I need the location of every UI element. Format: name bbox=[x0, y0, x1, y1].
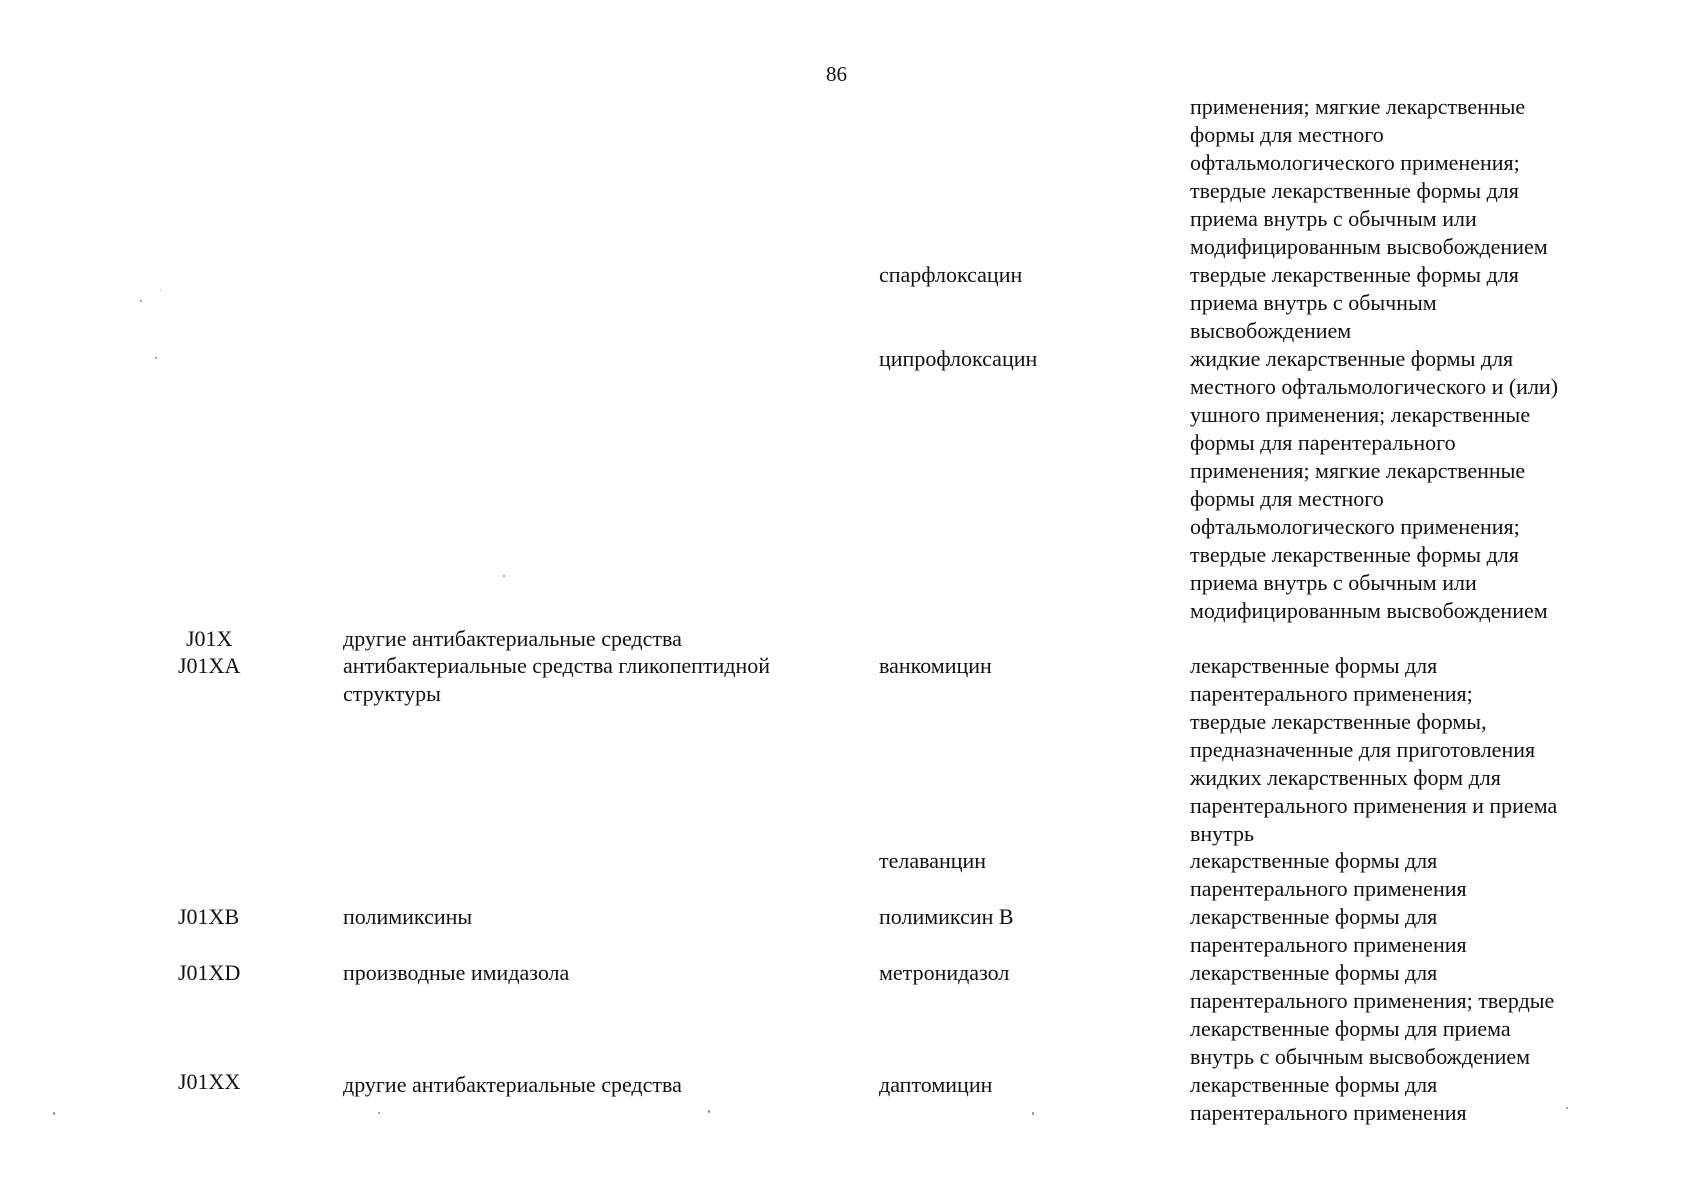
scan-speck bbox=[1566, 1107, 1568, 1109]
form-text-line: твердые лекарственные формы для bbox=[1190, 178, 1519, 203]
scan-speck bbox=[378, 1112, 380, 1114]
atc-code: J01XA bbox=[178, 653, 241, 678]
form-text-line: парентерального применения bbox=[1190, 1100, 1467, 1125]
form-text-line: применения; мягкие лекарственные bbox=[1190, 94, 1526, 119]
group-description: антибактериальные средства гликопептидной bbox=[343, 653, 771, 678]
form-text-line: твердые лекарственные формы для bbox=[1190, 542, 1519, 567]
atc-code: J01X bbox=[186, 626, 233, 651]
drug-name: телаванцин bbox=[879, 848, 987, 873]
form-text-line: парентерального применения bbox=[1190, 932, 1467, 957]
form-text-line: приема внутрь с обычным bbox=[1190, 290, 1437, 315]
atc-code: J01XD bbox=[178, 960, 241, 985]
scan-speck bbox=[155, 357, 157, 359]
form-text-line: формы для парентерального bbox=[1190, 430, 1456, 455]
scan-speck bbox=[160, 290, 161, 291]
form-text-line: формы для местного bbox=[1190, 486, 1384, 511]
form-text-line: ушного применения; лекарственные bbox=[1190, 402, 1531, 427]
atc-code: J01XX bbox=[178, 1069, 241, 1094]
scan-speck bbox=[708, 1110, 710, 1113]
form-text-line: формы для местного bbox=[1190, 122, 1384, 147]
page-number: 86 bbox=[826, 62, 847, 86]
form-text-line: жидкие лекарственные формы для bbox=[1190, 346, 1514, 371]
form-text-line: внутрь bbox=[1190, 821, 1255, 846]
scan-speck bbox=[1032, 1112, 1034, 1115]
drug-name: полимиксин B bbox=[879, 904, 1014, 929]
form-text-line: парентерального применения; твердые bbox=[1190, 988, 1555, 1013]
form-text-line: лекарственные формы для bbox=[1190, 848, 1438, 873]
group-description: полимиксины bbox=[343, 904, 473, 929]
drug-name: спарфлоксацин bbox=[879, 262, 1023, 287]
form-text-line: приема внутрь с обычным или bbox=[1190, 206, 1477, 231]
scan-speck bbox=[140, 300, 142, 302]
scan-speck bbox=[503, 575, 505, 577]
form-text-line: предназначенные для приготовления bbox=[1190, 737, 1536, 762]
form-text-line: местного офтальмологического и (или) bbox=[1190, 374, 1559, 399]
form-text-line: твердые лекарственные формы для bbox=[1190, 262, 1519, 287]
form-text-line: лекарственные формы для bbox=[1190, 1072, 1438, 1097]
atc-code: J01XB bbox=[178, 904, 240, 929]
group-description: производные имидазола bbox=[343, 960, 570, 985]
drug-name: ванкомицин bbox=[879, 653, 992, 678]
group-description: структуры bbox=[343, 681, 441, 706]
form-text-line: парентерального применения и приема bbox=[1190, 793, 1558, 818]
form-text-line: жидких лекарственных форм для bbox=[1190, 765, 1501, 790]
scan-speck bbox=[53, 1112, 55, 1115]
form-text-line: офтальмологического применения; bbox=[1190, 514, 1520, 539]
form-text-line: лекарственные формы для bbox=[1190, 960, 1438, 985]
form-text-line: приема внутрь с обычным или bbox=[1190, 570, 1477, 595]
form-text-line: лекарственные формы для bbox=[1190, 904, 1438, 929]
form-text-line: модифицированным высвобождением bbox=[1190, 234, 1548, 259]
form-text-line: модифицированным высвобождением bbox=[1190, 598, 1548, 623]
form-text-line: лекарственные формы для bbox=[1190, 653, 1438, 678]
drug-name: даптомицин bbox=[879, 1072, 993, 1097]
form-text-line: парентерального применения; bbox=[1190, 681, 1473, 706]
drug-name: метронидазол bbox=[879, 960, 1010, 985]
form-text-line: внутрь с обычным высвобождением bbox=[1190, 1044, 1531, 1069]
form-text-line: высвобождением bbox=[1190, 318, 1352, 343]
drug-name: ципрофлоксацин bbox=[879, 346, 1038, 371]
form-text-line: парентерального применения bbox=[1190, 876, 1467, 901]
form-text-line: твердые лекарственные формы, bbox=[1190, 709, 1487, 734]
group-description: другие антибактериальные средства bbox=[343, 1072, 682, 1097]
group-description: другие антибактериальные средства bbox=[343, 626, 682, 651]
form-text-line: лекарственные формы для приема bbox=[1190, 1016, 1511, 1041]
form-text-line: офтальмологического применения; bbox=[1190, 150, 1520, 175]
form-text-line: применения; мягкие лекарственные bbox=[1190, 458, 1526, 483]
